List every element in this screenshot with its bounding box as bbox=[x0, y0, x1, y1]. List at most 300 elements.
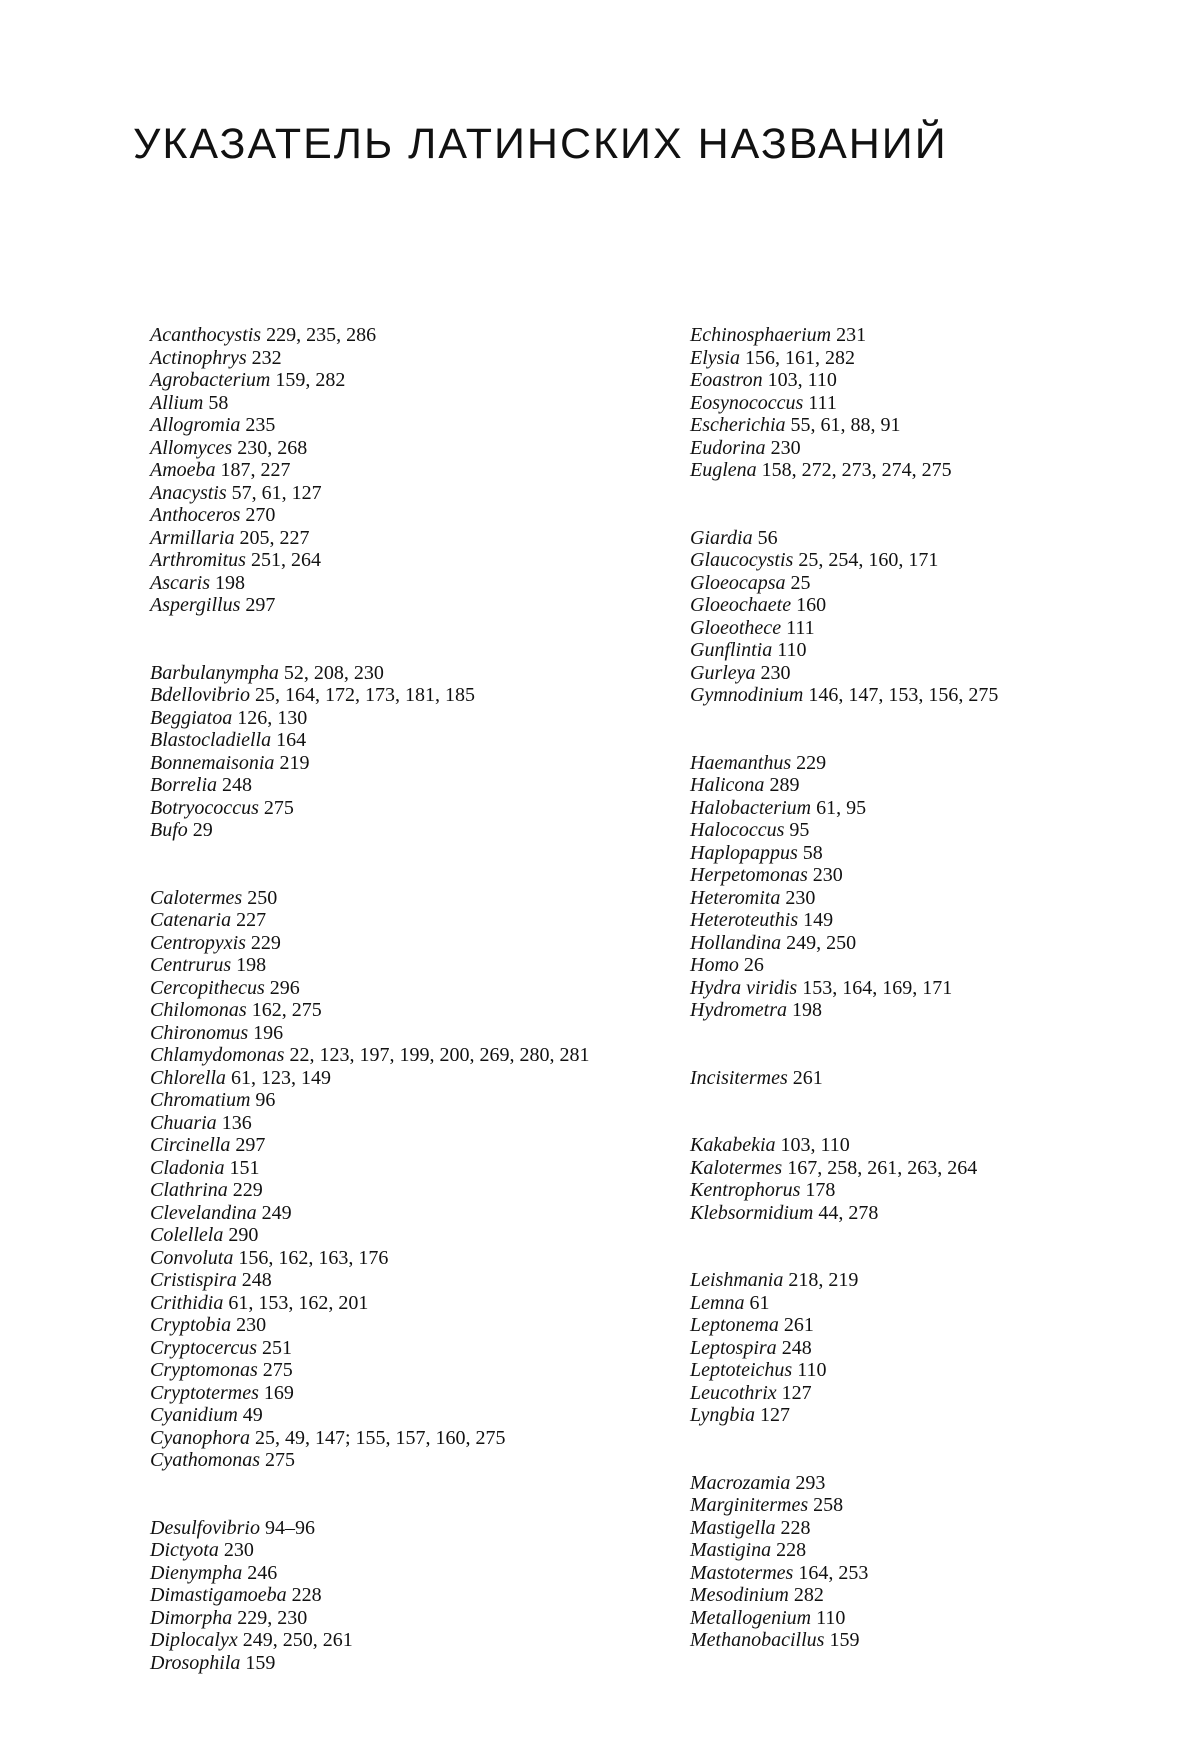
index-entry bbox=[690, 1629, 1190, 1652]
index-entry bbox=[690, 1269, 1190, 1292]
genus-name: Cyathomonas bbox=[150, 1449, 260, 1471]
index-entry bbox=[150, 977, 670, 1000]
page-references: 219 bbox=[279, 751, 310, 774]
index-entry bbox=[150, 1427, 670, 1450]
page-references: 25, 164, 172, 173, 181, 185 bbox=[254, 684, 475, 706]
page-references: 297 bbox=[235, 1134, 266, 1156]
genus-name: Gunflintia bbox=[690, 639, 773, 661]
genus-name: Acanthocystis bbox=[150, 324, 262, 346]
index-entry bbox=[690, 684, 1190, 707]
index-entry bbox=[150, 1179, 670, 1202]
page-references: 198 bbox=[215, 571, 245, 594]
page-references: 246 bbox=[247, 1561, 278, 1584]
genus-name: Cryptotermes bbox=[150, 1381, 259, 1404]
index-entry bbox=[150, 752, 670, 775]
index-entry bbox=[150, 729, 670, 752]
page-references: 258 bbox=[813, 1494, 844, 1516]
genus-name: Mastigina bbox=[690, 1539, 772, 1561]
index-letter-group bbox=[690, 1472, 1190, 1652]
page-references: 205, 227 bbox=[239, 526, 310, 549]
genus-name: Circinella bbox=[150, 1134, 231, 1156]
index-entry bbox=[150, 1404, 670, 1427]
genus-name: Allogromia bbox=[150, 414, 241, 436]
page-references: 270 bbox=[245, 504, 276, 526]
index-entry bbox=[150, 1607, 670, 1630]
genus-name: Chlorella bbox=[150, 1066, 226, 1089]
index-entry bbox=[690, 842, 1190, 865]
index-entry bbox=[150, 527, 670, 550]
page-references: 229, 235, 286 bbox=[266, 324, 377, 346]
page-references: 110 bbox=[797, 1359, 827, 1381]
genus-name: Chromatium bbox=[150, 1089, 251, 1111]
genus-name: Halicona bbox=[690, 774, 765, 796]
genus-name: Borrelia bbox=[150, 774, 218, 796]
genus-name: Actinophrys bbox=[150, 346, 247, 369]
index-letter-group bbox=[690, 527, 1190, 707]
index-entry bbox=[690, 549, 1190, 572]
genus-name: Kalotermes bbox=[690, 1156, 783, 1179]
index-entry bbox=[690, 527, 1190, 550]
page-references: 297 bbox=[245, 594, 276, 616]
page-references: 22, 123, 197, 199, 200, 269, 280, 281 bbox=[289, 1044, 590, 1066]
index-letter-group bbox=[690, 752, 1190, 1022]
index-entry bbox=[150, 1157, 670, 1180]
genus-name: Blastocladiella bbox=[150, 729, 272, 751]
genus-name: Leptospira bbox=[690, 1336, 777, 1359]
page-references: 158, 272, 273, 274, 275 bbox=[761, 459, 952, 481]
genus-name: Leptoteichus bbox=[690, 1359, 793, 1381]
index-entry bbox=[690, 1314, 1190, 1337]
genus-name: Anacystis bbox=[150, 481, 227, 504]
genus-name: Diplocalyx bbox=[150, 1629, 238, 1651]
genus-name: Gurleya bbox=[690, 661, 756, 684]
page-references: 169 bbox=[263, 1381, 294, 1404]
index-entry bbox=[690, 977, 1190, 1000]
page-references: 136 bbox=[221, 1111, 252, 1134]
page-references: 159 bbox=[829, 1629, 860, 1651]
page-references: 49 bbox=[242, 1404, 263, 1426]
page-references: 156, 162, 163, 176 bbox=[238, 1246, 389, 1269]
genus-name: Armillaria bbox=[150, 526, 235, 549]
page-references: 198 bbox=[236, 954, 267, 976]
page-references: 103, 110 bbox=[780, 1134, 850, 1156]
page-references: 232 bbox=[251, 346, 282, 369]
page-references: 29 bbox=[192, 819, 213, 841]
page-references: 249, 250 bbox=[786, 931, 857, 954]
genus-name: Escherichia bbox=[690, 414, 786, 436]
genus-name: Lyngbia bbox=[690, 1404, 755, 1426]
genus-name: Chlamydomonas bbox=[150, 1044, 285, 1066]
genus-name: Bdellovibrio bbox=[150, 684, 250, 706]
index-entry bbox=[150, 1269, 670, 1292]
genus-name: Agrobacterium bbox=[150, 369, 271, 391]
page-references: 228 bbox=[291, 1584, 322, 1606]
page-references: 25, 254, 160, 171 bbox=[798, 549, 939, 571]
genus-name: Clevelandina bbox=[150, 1201, 257, 1224]
page-references: 160 bbox=[796, 594, 827, 616]
genus-name: Mastotermes bbox=[690, 1561, 794, 1584]
genus-name: Kentrophorus bbox=[690, 1179, 801, 1201]
index-letter-group bbox=[690, 1067, 1190, 1090]
genus-name: Ascaris bbox=[150, 571, 210, 594]
index-entry bbox=[150, 819, 670, 842]
page-references: 56 bbox=[757, 526, 778, 549]
genus-name: Hollandina bbox=[690, 931, 782, 954]
index-letter-group bbox=[150, 324, 670, 617]
page-references: 110 bbox=[777, 639, 807, 661]
index-entry bbox=[150, 662, 670, 685]
index-entry bbox=[150, 549, 670, 572]
index-entry bbox=[150, 459, 670, 482]
page-references: 111 bbox=[808, 391, 837, 414]
genus-name: Dictyota bbox=[150, 1539, 219, 1561]
index-entry bbox=[690, 617, 1190, 640]
page-references: 103, 110 bbox=[767, 369, 837, 391]
index-entry bbox=[690, 347, 1190, 370]
page-references: 58 bbox=[802, 841, 823, 864]
genus-name: Calotermes bbox=[150, 886, 243, 909]
index-entry bbox=[690, 774, 1190, 797]
index-entry bbox=[150, 437, 670, 460]
genus-name: Chironomus bbox=[150, 1021, 249, 1044]
genus-name: Cryptobia bbox=[150, 1314, 232, 1336]
genus-name: Klebsormidium bbox=[690, 1201, 814, 1224]
genus-name: Dimorpha bbox=[150, 1606, 233, 1629]
page-references: 57, 61, 127 bbox=[231, 481, 322, 504]
index-entry bbox=[150, 999, 670, 1022]
page-references: 61 bbox=[749, 1291, 770, 1314]
page-references: 61, 95 bbox=[816, 796, 867, 819]
page-references: 156, 161, 282 bbox=[745, 346, 855, 369]
genus-name: Bufo bbox=[150, 819, 188, 841]
genus-name: Chuaria bbox=[150, 1111, 217, 1134]
index-entry bbox=[690, 1404, 1190, 1427]
genus-name: Cercopithecus bbox=[150, 976, 265, 999]
page-references: 251, 264 bbox=[250, 549, 321, 571]
index-column-left bbox=[150, 324, 670, 1719]
index-entry bbox=[150, 1449, 670, 1472]
index-entry bbox=[150, 1359, 670, 1382]
index-letter-group bbox=[690, 324, 1190, 482]
index-entry bbox=[690, 999, 1190, 1022]
page-references: 151 bbox=[229, 1156, 260, 1179]
page-references: 230 bbox=[785, 886, 816, 909]
genus-name: Eosynococcus bbox=[690, 391, 804, 414]
genus-name: Clathrina bbox=[150, 1179, 228, 1201]
genus-name: Gymnodinium bbox=[690, 684, 804, 706]
index-entry bbox=[150, 1044, 670, 1067]
index-entry bbox=[690, 1494, 1190, 1517]
page-references: 146, 147, 153, 156, 275 bbox=[808, 684, 999, 706]
index-letter-group bbox=[690, 1269, 1190, 1427]
index-letter-group bbox=[150, 662, 670, 842]
genus-name: Mastigella bbox=[690, 1516, 776, 1539]
genus-name: Marginitermes bbox=[690, 1494, 809, 1516]
index-entry bbox=[690, 819, 1190, 842]
page-title: УКАЗАТЕЛЬ ЛАТИНСКИХ НАЗВАНИЙ bbox=[133, 120, 948, 168]
index-entry bbox=[690, 909, 1190, 932]
genus-name: Centropyxis bbox=[150, 931, 246, 954]
genus-name: Incisitermes bbox=[690, 1066, 788, 1089]
genus-name: Catenaria bbox=[150, 909, 232, 931]
page-references: 61, 123, 149 bbox=[230, 1066, 331, 1089]
index-entry bbox=[150, 1089, 670, 1112]
page-references: 230 bbox=[770, 436, 801, 459]
genus-name: Lemna bbox=[690, 1291, 745, 1314]
page-references: 261 bbox=[792, 1066, 823, 1089]
index-entry bbox=[150, 1202, 670, 1225]
index-entry bbox=[690, 954, 1190, 977]
index-entry bbox=[150, 774, 670, 797]
page-references: 251 bbox=[262, 1336, 293, 1359]
genus-name: Allium bbox=[150, 391, 204, 414]
index-entry bbox=[690, 1359, 1190, 1382]
page-references: 149 bbox=[803, 909, 834, 931]
index-entry bbox=[690, 662, 1190, 685]
index-entry bbox=[150, 797, 670, 820]
genus-name: Bonnemaisonia bbox=[150, 751, 275, 774]
genus-name: Hydra viridis bbox=[690, 976, 798, 999]
index-entry bbox=[690, 414, 1190, 437]
page-references: 230 bbox=[812, 864, 843, 886]
page-references: 25, 49, 147; 155, 157, 160, 275 bbox=[255, 1426, 506, 1449]
page-references: 159, 282 bbox=[275, 369, 346, 391]
index-entry bbox=[150, 1517, 670, 1540]
index-entry bbox=[690, 797, 1190, 820]
genus-name: Aspergillus bbox=[150, 594, 241, 616]
page-references: 230, 268 bbox=[237, 436, 308, 459]
index-entry bbox=[150, 1134, 670, 1157]
index-entry bbox=[150, 414, 670, 437]
index-entry bbox=[150, 887, 670, 910]
index-letter-group bbox=[690, 1134, 1190, 1224]
genus-name: Cyanophora bbox=[150, 1426, 250, 1449]
genus-name: Allomyces bbox=[150, 436, 233, 459]
page-references: 275 bbox=[265, 1449, 295, 1471]
page-references: 230 bbox=[223, 1539, 254, 1561]
page-references: 290 bbox=[228, 1224, 259, 1246]
genus-name: Haplopappus bbox=[690, 841, 798, 864]
index-entry bbox=[150, 1022, 670, 1045]
page-references: 25 bbox=[790, 571, 811, 594]
index-entry bbox=[690, 1382, 1190, 1405]
genus-name: Cryptomonas bbox=[150, 1359, 258, 1381]
index-entry bbox=[150, 1382, 670, 1405]
page-references: 248 bbox=[222, 774, 253, 796]
page-references: 164, 253 bbox=[798, 1561, 869, 1584]
genus-name: Drosophila bbox=[150, 1651, 241, 1674]
page-references: 127 bbox=[781, 1381, 812, 1404]
index-entry bbox=[150, 572, 670, 595]
index-entry bbox=[690, 932, 1190, 955]
index-entry bbox=[150, 1292, 670, 1315]
index-entry bbox=[150, 1562, 670, 1585]
genus-name: Barbulanympha bbox=[150, 661, 279, 684]
genus-name: Heteromita bbox=[690, 886, 781, 909]
genus-name: Desulfovibrio bbox=[150, 1516, 260, 1539]
genus-name: Kakabekia bbox=[690, 1134, 776, 1156]
index-entry bbox=[690, 1157, 1190, 1180]
page-references: 230 bbox=[236, 1314, 267, 1336]
genus-name: Homo bbox=[690, 954, 739, 976]
index-entry bbox=[690, 639, 1190, 662]
index-entry bbox=[150, 482, 670, 505]
page-references: 235 bbox=[245, 414, 276, 436]
index-entry bbox=[690, 1472, 1190, 1495]
index-entry bbox=[150, 909, 670, 932]
page-references: 289 bbox=[769, 774, 800, 796]
page-references: 111 bbox=[786, 616, 815, 639]
index-letter-group bbox=[150, 887, 670, 1472]
page-references: 44, 278 bbox=[818, 1201, 879, 1224]
page-references: 231 bbox=[836, 324, 867, 346]
page-references: 249, 250, 261 bbox=[242, 1629, 353, 1651]
index-entry bbox=[150, 1584, 670, 1607]
index-entry bbox=[150, 324, 670, 347]
genus-name: Gloeothece bbox=[690, 616, 782, 639]
page-references: 26 bbox=[743, 954, 764, 976]
page-references: 94–96 bbox=[265, 1516, 315, 1539]
genus-name: Herpetomonas bbox=[690, 864, 808, 886]
page-references: 229 bbox=[796, 751, 827, 774]
genus-name: Botryococcus bbox=[150, 796, 259, 819]
genus-name: Metallogenium bbox=[690, 1606, 812, 1629]
page-references: 95 bbox=[789, 819, 810, 841]
genus-name: Elysia bbox=[690, 346, 740, 369]
index-entry bbox=[150, 1337, 670, 1360]
index-entry bbox=[150, 1314, 670, 1337]
index-entry bbox=[150, 392, 670, 415]
genus-name: Halococcus bbox=[690, 819, 785, 841]
page-references: 229, 230 bbox=[237, 1606, 308, 1629]
genus-name: Glaucocystis bbox=[690, 549, 794, 571]
index-entry bbox=[150, 1652, 670, 1675]
genus-name: Leishmania bbox=[690, 1269, 784, 1291]
index-entry bbox=[150, 369, 670, 392]
page-references: 293 bbox=[795, 1471, 826, 1494]
page-references: 228 bbox=[780, 1516, 811, 1539]
page-references: 167, 258, 261, 263, 264 bbox=[787, 1156, 978, 1179]
page-references: 126, 130 bbox=[237, 706, 308, 729]
page-references: 250 bbox=[247, 886, 278, 909]
page-references: 198 bbox=[792, 999, 823, 1021]
genus-name: Cladonia bbox=[150, 1156, 225, 1179]
index-entry bbox=[690, 572, 1190, 595]
index-entry bbox=[150, 707, 670, 730]
index-entry bbox=[690, 594, 1190, 617]
genus-name: Leptonema bbox=[690, 1314, 779, 1336]
page-references: 249 bbox=[261, 1201, 292, 1224]
page-references: 162, 275 bbox=[251, 999, 322, 1021]
index-entry bbox=[690, 392, 1190, 415]
page-references: 58 bbox=[208, 391, 229, 414]
genus-name: Mesodinium bbox=[690, 1584, 789, 1606]
index-entry bbox=[690, 1202, 1190, 1225]
index-entry bbox=[690, 1539, 1190, 1562]
page-references: 296 bbox=[269, 976, 300, 999]
page-references: 275 bbox=[263, 796, 294, 819]
index-entry bbox=[690, 864, 1190, 887]
page-references: 159 bbox=[245, 1651, 276, 1674]
index-entry bbox=[150, 1539, 670, 1562]
index-column-right bbox=[690, 324, 1190, 1697]
index-entry bbox=[150, 1067, 670, 1090]
index-entry bbox=[150, 1629, 670, 1652]
page-references: 248 bbox=[781, 1336, 812, 1359]
genus-name: Amoeba bbox=[150, 459, 216, 481]
genus-name: Eudorina bbox=[690, 436, 766, 459]
page-references: 218, 219 bbox=[788, 1269, 859, 1291]
page-references: 61, 153, 162, 201 bbox=[228, 1291, 369, 1314]
page-references: 164 bbox=[276, 729, 307, 751]
genus-name: Colellela bbox=[150, 1224, 224, 1246]
genus-name: Chilomonas bbox=[150, 999, 247, 1021]
page-references: 55, 61, 88, 91 bbox=[790, 414, 901, 436]
index-entry bbox=[150, 504, 670, 527]
genus-name: Cryptocercus bbox=[150, 1336, 258, 1359]
page-references: 196 bbox=[253, 1021, 284, 1044]
index-entry bbox=[690, 324, 1190, 347]
page-references: 153, 164, 169, 171 bbox=[802, 976, 953, 999]
page-references: 230 bbox=[760, 661, 791, 684]
index-entry bbox=[150, 594, 670, 617]
page-references: 110 bbox=[816, 1606, 846, 1629]
genus-name: Convoluta bbox=[150, 1246, 234, 1269]
genus-name: Gloeocapsa bbox=[690, 571, 786, 594]
page-references: 229 bbox=[232, 1179, 263, 1201]
index-entry bbox=[690, 1337, 1190, 1360]
index-entry bbox=[690, 1584, 1190, 1607]
page-references: 275 bbox=[262, 1359, 293, 1381]
index-entry bbox=[690, 1517, 1190, 1540]
index-entry bbox=[690, 752, 1190, 775]
index-entry bbox=[150, 1247, 670, 1270]
page-references: 282 bbox=[793, 1584, 824, 1606]
genus-name: Echinosphaerium bbox=[690, 324, 832, 346]
genus-name: Euglena bbox=[690, 459, 757, 481]
genus-name: Gloeochaete bbox=[690, 594, 792, 616]
page-references: 228 bbox=[776, 1539, 807, 1561]
genus-name: Crithidia bbox=[150, 1291, 224, 1314]
index-entry bbox=[690, 1179, 1190, 1202]
genus-name: Cyanidium bbox=[150, 1404, 238, 1426]
page-references: 96 bbox=[255, 1089, 276, 1111]
genus-name: Dienympha bbox=[150, 1561, 243, 1584]
genus-name: Beggiatoa bbox=[150, 706, 233, 729]
page-references: 248 bbox=[241, 1269, 272, 1291]
page-references: 229 bbox=[250, 931, 281, 954]
genus-name: Anthoceros bbox=[150, 504, 241, 526]
index-entry bbox=[690, 437, 1190, 460]
genus-name: Centrurus bbox=[150, 954, 232, 976]
genus-name: Leucothrix bbox=[690, 1381, 777, 1404]
index-entry bbox=[690, 887, 1190, 910]
index-entry bbox=[690, 1607, 1190, 1630]
page-references: 127 bbox=[759, 1404, 790, 1426]
page-references: 187, 227 bbox=[220, 459, 291, 481]
index-entry bbox=[690, 1562, 1190, 1585]
genus-name: Eoastron bbox=[690, 369, 763, 391]
page-references: 261 bbox=[783, 1314, 814, 1336]
index-entry bbox=[150, 932, 670, 955]
index-entry bbox=[690, 1292, 1190, 1315]
genus-name: Macrozamia bbox=[690, 1471, 791, 1494]
page-references: 52, 208, 230 bbox=[283, 661, 384, 684]
page-references: 178 bbox=[805, 1179, 836, 1201]
index-entry bbox=[150, 684, 670, 707]
index-entry bbox=[150, 347, 670, 370]
index-entry bbox=[150, 954, 670, 977]
